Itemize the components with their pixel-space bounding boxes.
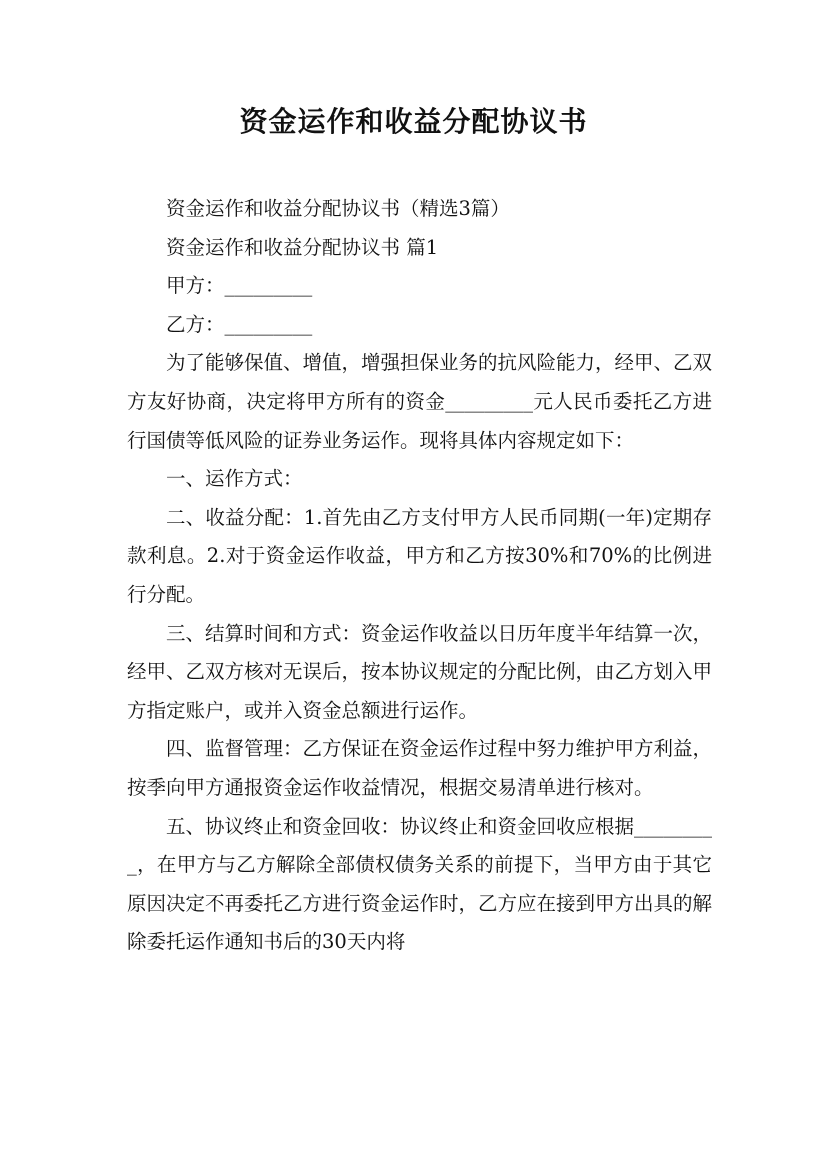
party-b-line: 乙方：_________: [166, 312, 313, 336]
subtitle-paragraph: 资金运作和收益分配协议书（精选3篇）: [166, 197, 510, 220]
clause-4: 四、监督管理：乙方保证在资金运作过程中努力维护甲方利益，按季向甲方通报资金运作收益情况，根据交易清单进行核对。: [127, 737, 713, 799]
document-title: 资金运作和收益分配协议书: [239, 105, 588, 138]
clause-2: 二、收益分配：1.首先由乙方支付甲方人民币同期(一年)定期存款利息。2.对于资金运作收益，甲方和乙方按30%和70%的比例进行分配。: [127, 505, 712, 606]
clause-1: 一、运作方式：: [166, 467, 303, 491]
clause-3: 三、结算时间和方式：资金运作收益以日历年度半年结算一次，经甲、乙双方核对无误后，按本协议规定的分配比例，由乙方划入甲方指定账户，或并入资金总额进行运作。: [127, 621, 713, 722]
clause-5: 五、协议终止和资金回收：协议终止和资金回收应根据_________，在甲方与乙方解除全部债权债务关系的前提下，当甲方由于其它原因决定不再委托乙方进行资金运作时，乙方应在接到甲方出具的解除委托运作通知书后的30天内将: [127, 814, 713, 954]
document-body: [127, 190, 712, 962]
intro-paragraph: 为了能够保值、增值，增强担保业务的抗风险能力，经甲、乙双方友好协商，决定将甲方所有的资金_________元人民币委托乙方进行国债等低风险的证券业务运作。现将具体内容规定如下：: [127, 351, 713, 452]
section-heading: 资金运作和收益分配协议书 篇1: [166, 235, 439, 259]
party-a-line: 甲方：_________: [166, 274, 313, 298]
